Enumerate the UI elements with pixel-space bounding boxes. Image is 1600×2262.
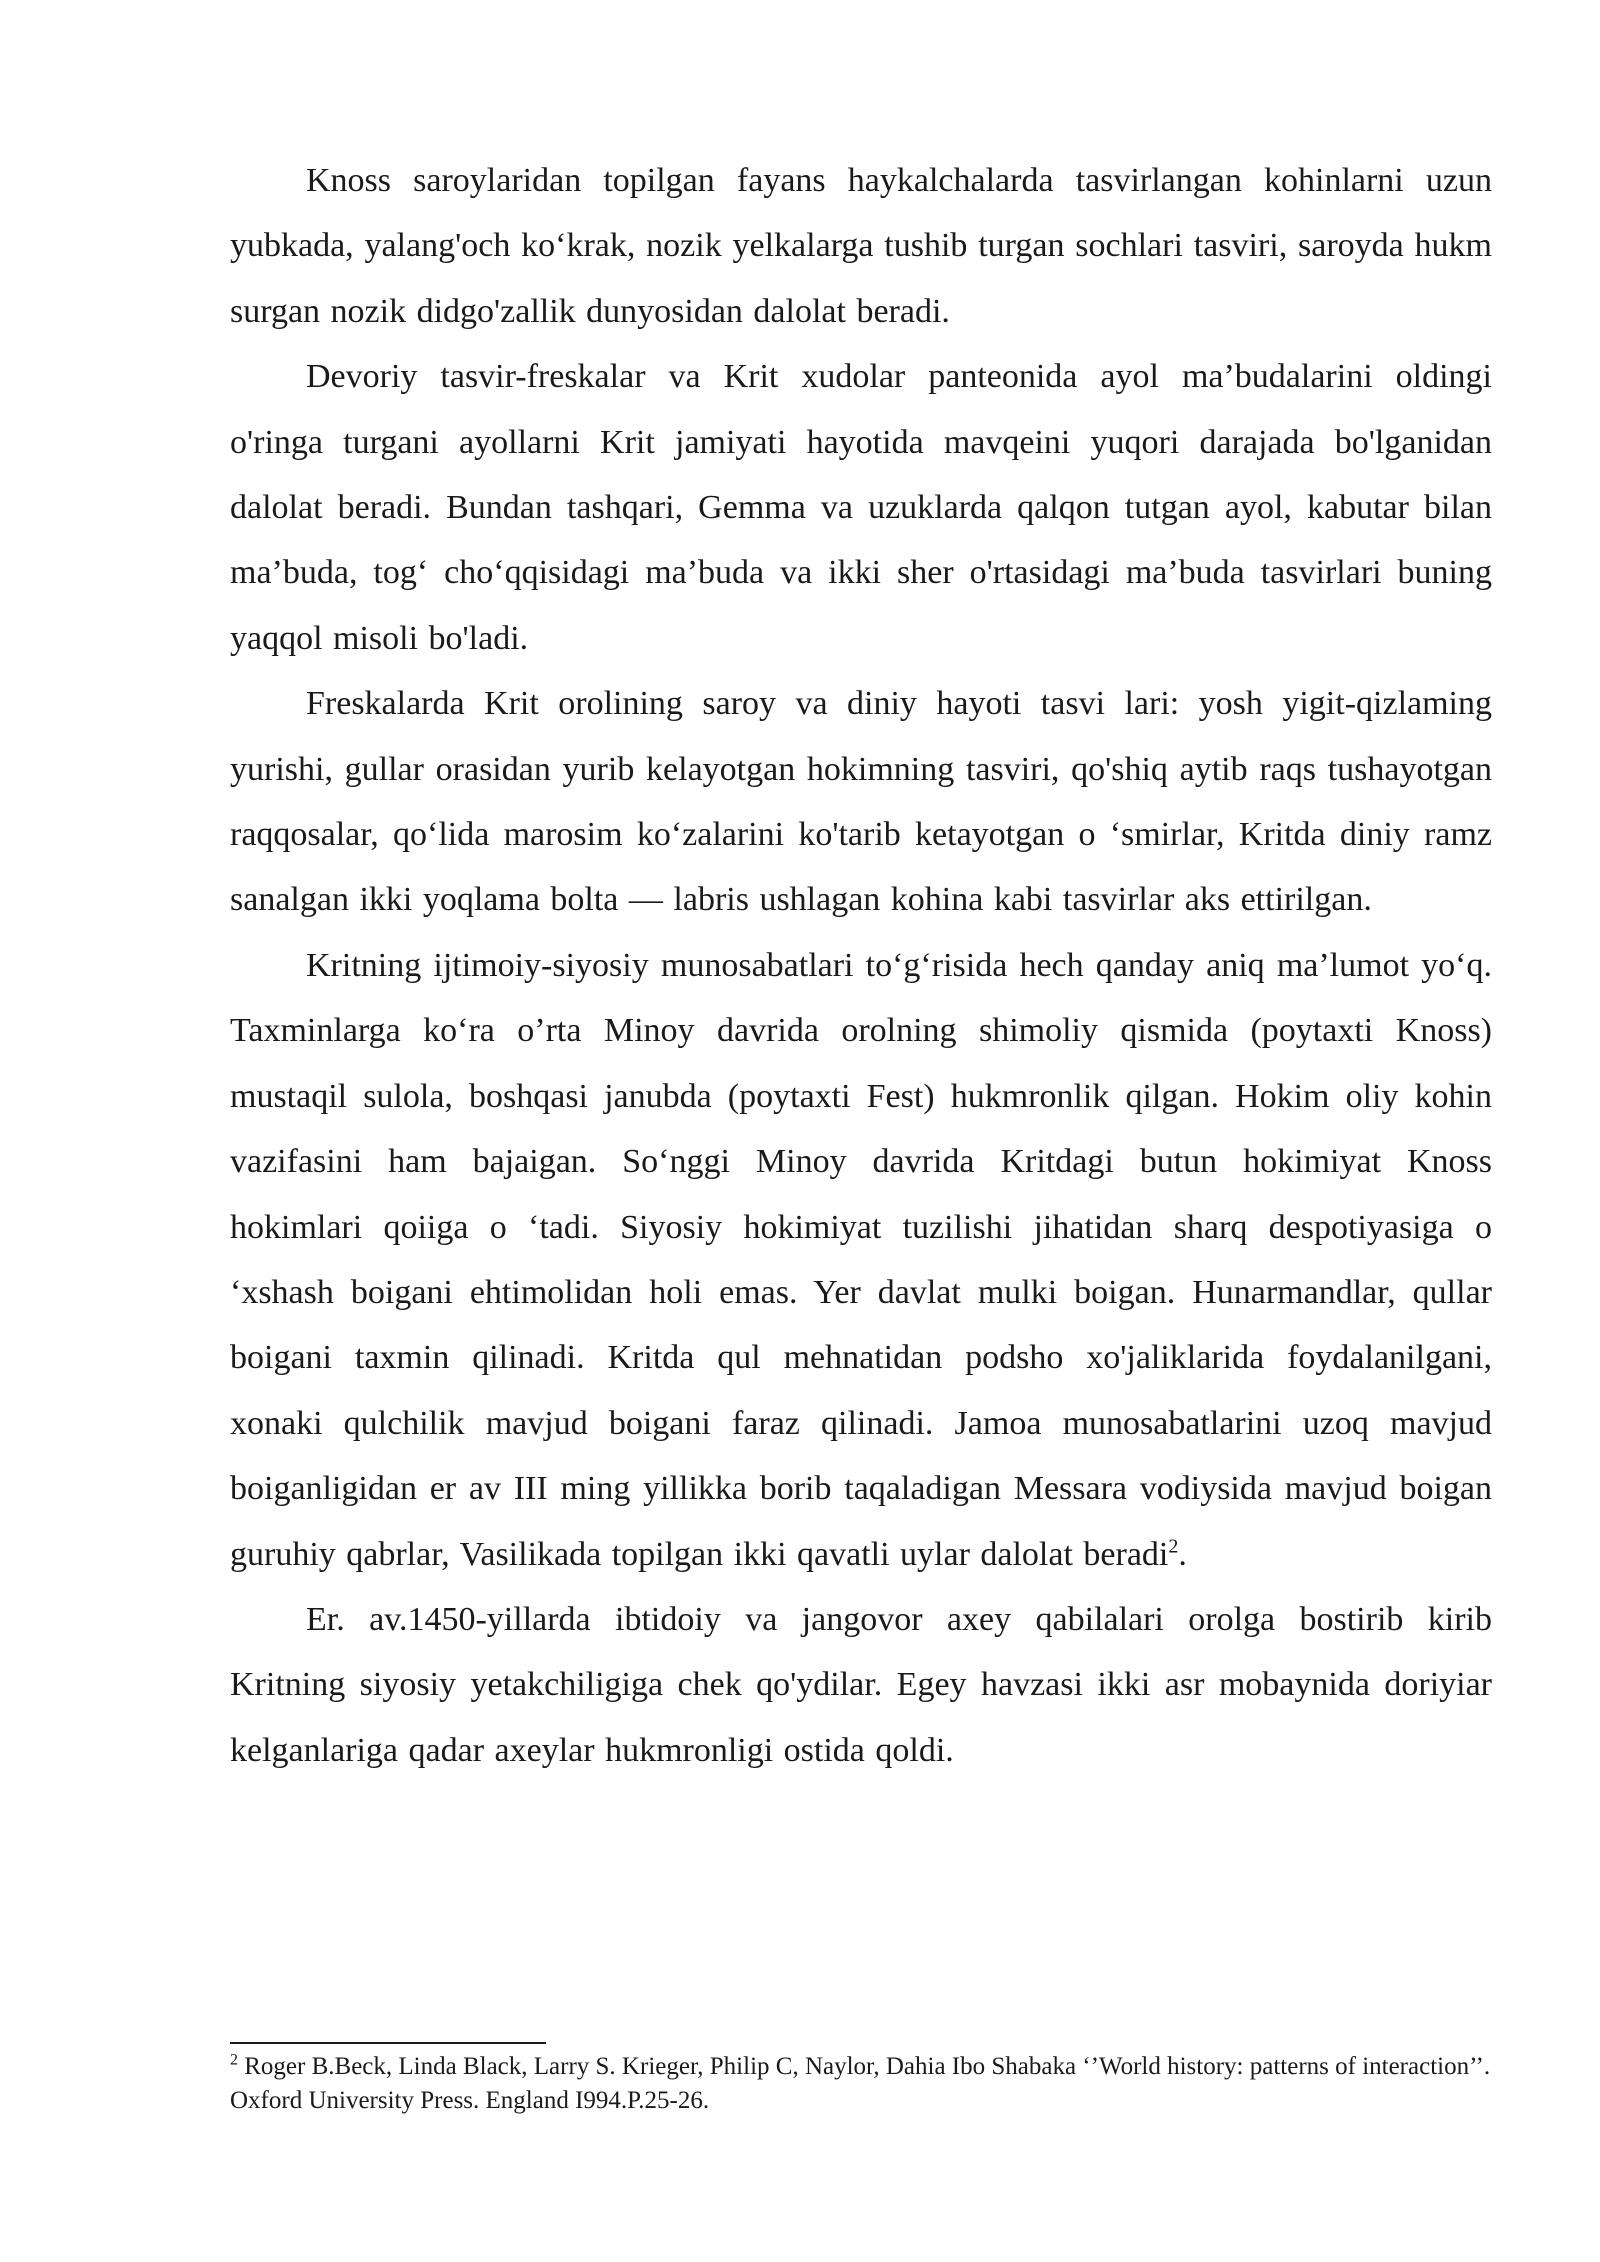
paragraph-2: Devoriy tasvir-freskalar va Krit xudolar panteonida ayol ma’budalarini oldingi o'ringa turgani ayollarni Krit jamiyati hayotida mavqeini yuqori darajada bo'lganidan dalolat beradi. Bundan tashqari, Gemma va uzuklarda qalqon tutgan ayol, kabutar bilan ma’buda, tog‘ cho‘qqisidagi ma’buda va ikki sher o'rtasidagi ma’buda tasvirlari buning yaqqol misoli bo'ladi.: [230, 358, 1492, 657]
footnote-separator: [230, 2042, 546, 2044]
paragraph-4-text: Kritning ijtimoiy-siyosiy munosabatlari to‘g‘risida hech qanday aniq ma’lumot yo‘q. Taxminlarga ko‘ra o’rta Minoy davrida orolning shimoliy qismida (poytaxti Knoss) mustaqil sulola, boshqasi janubda (poytaxti Fest) hukmronlik qilgan. Hokim oliy kohin vazifasini ham bajaigan. So‘nggi Minoy davrida Kritdagi butun hokimiyat Knoss hokimlari qoiiga o ‘tadi. Siyosiy hokimiyat tuzilishi jihatidan sharq despotiyasiga o ‘xshash boigani ehtimolidan holi emas. Yer davlat mulki boigan. Hunarmandlar, qullar boigani taxmin qilinadi. Kritda qul mehnatidan podsho xo'jaliklarida foydalanilgani, xonaki qulchilik mavjud boigani faraz qilinadi. Jamoa munosabatlarini uzoq mavjud boiganligidan er av III ming yillikka borib taqaladigan Messara vodiysida mavjud boigan guruhiy qabrlar, Vasilikada topilgan ikki qavatli uylar dalolat beradi: [230, 946, 1492, 1573]
paragraph-4-end: .: [1178, 1535, 1187, 1573]
footnote-number: 2: [230, 2051, 238, 2069]
paragraph-4: [230, 933, 1492, 1587]
footnote-text: Roger B.Beck, Linda Black, Larry S. Krieger, Philip C, Naylor, Dahia Ibo Shabaka ‘’World history: patterns of interaction’’. Oxford University Press. England I994.P.25-26.: [230, 2053, 1491, 2114]
document-body: [230, 148, 1492, 1783]
footnote: [230, 2050, 1492, 2118]
paragraph-1: Knoss saroylaridan topilgan fayans haykalchalarda tasvirlangan kohinlarni uzun yubkada, yalang'och ko‘krak, nozik yelkalarga tushib turgan sochlari tasviri, saroyda hukm surgan nozik didgo'zallik dunyosidan dalolat beradi.: [230, 162, 1492, 330]
paragraph-5: Er. av.1450-yillarda ibtidoiy va jangovor axey qabilalari orolga bostirib kirib Kritning siyosiy yetakchiligiga chek qo'ydilar. Egey havzasi ikki asr mobaynida doriyiar kelganlariga qadar axeylar hukmronligi ostida qoldi.: [230, 1600, 1492, 1769]
footnote-reference[interactable]: 2: [1168, 1535, 1179, 1558]
paragraph-3: Freskalarda Krit orolining saroy va diniy hayoti tasvi lari: yosh yigit-qizlaming yurishi, gullar orasidan yurib kelayotgan hokimning tasviri, qo'shiq aytib raqs tushayotgan raqqosalar, qo‘lida marosim ko‘zalarini ko'tarib ketayotgan o ‘smirlar, Kritda diniy ramz sanalgan ikki yoqlama bolta — labris ushlagan kohina kabi tasvirlar aks ettirilgan.: [230, 685, 1492, 919]
